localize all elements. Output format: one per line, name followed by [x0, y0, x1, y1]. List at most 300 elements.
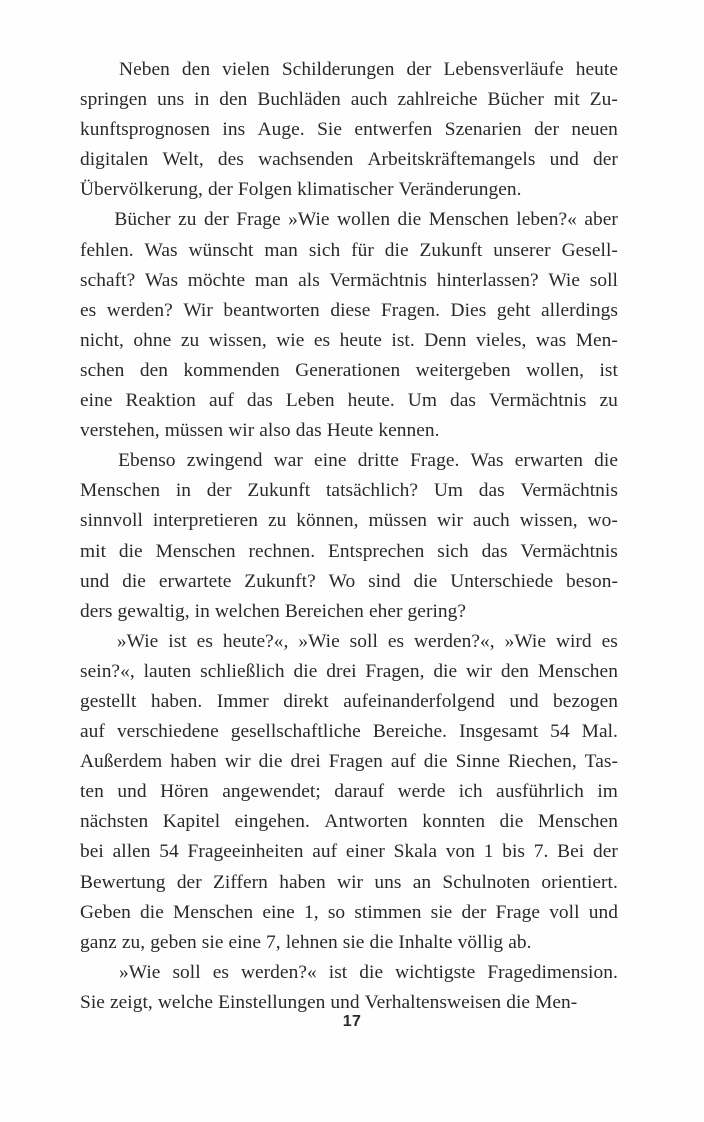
word: bezogen — [553, 690, 618, 712]
text-line — [80, 807, 618, 837]
word: digitalen — [80, 149, 149, 171]
word: der — [207, 179, 233, 201]
word: Fragen. — [380, 299, 441, 321]
word: soll — [349, 630, 378, 652]
word: die — [594, 450, 618, 472]
word: die — [369, 931, 394, 953]
word: und — [330, 991, 360, 1013]
word: beson- — [565, 570, 618, 592]
word: Wir — [183, 299, 213, 321]
word: wir — [228, 420, 255, 442]
word: weitergeben — [415, 359, 511, 381]
word: zwingend — [186, 450, 263, 472]
word: das — [478, 480, 505, 502]
word: die — [384, 239, 409, 261]
word: Sie — [80, 991, 105, 1013]
word: Mal. — [581, 721, 618, 743]
word: heute. — [347, 390, 395, 412]
text-line — [80, 868, 618, 898]
word: aber — [584, 209, 618, 231]
word: den — [181, 59, 211, 80]
paragraph — [80, 446, 618, 627]
word: soll — [172, 961, 201, 983]
word: Einstellungen — [218, 991, 326, 1013]
word: wir — [436, 510, 463, 532]
word: voll — [549, 901, 580, 923]
word: heute — [575, 59, 618, 80]
word: den — [500, 660, 529, 682]
word: tatsächlich? — [325, 480, 419, 502]
word: haben. — [150, 690, 203, 712]
word: Denn — [424, 329, 467, 351]
word: gesellschaftliche — [230, 721, 361, 743]
word: von — [445, 841, 475, 863]
word: Leben — [285, 390, 335, 412]
word: diese — [330, 299, 371, 321]
first-line-indent — [80, 627, 107, 657]
word: nicht, — [80, 329, 124, 351]
word: Insgesamt — [459, 721, 539, 743]
word: Frage — [236, 209, 281, 231]
word: sie — [342, 931, 365, 953]
word: ausführlich — [496, 781, 584, 803]
word: können, — [296, 510, 359, 532]
word: Geben — [80, 901, 131, 923]
word: erwarten — [514, 450, 583, 472]
word: Wie — [548, 269, 581, 291]
word: Buchläden — [257, 89, 341, 111]
word: der — [203, 209, 229, 231]
word: müssen — [164, 420, 224, 442]
word: es — [313, 329, 331, 351]
word: die — [359, 961, 384, 983]
paragraph — [80, 958, 618, 1018]
word: Veränderungen. — [398, 179, 522, 201]
word: haben — [170, 751, 217, 773]
word: ders — [80, 600, 113, 622]
word: interpretieren — [152, 510, 258, 532]
word: darauf — [334, 781, 385, 803]
word: des — [217, 149, 244, 171]
text-line — [80, 898, 618, 928]
word: Übervölkerung, — [80, 179, 203, 201]
word: Außerdem — [80, 751, 163, 773]
word: Generationen — [295, 359, 401, 381]
word: Bewertung — [80, 871, 166, 893]
word: völlig — [457, 931, 504, 953]
word: geht — [496, 299, 531, 321]
word: Zukunft — [247, 480, 311, 502]
word: müssen — [368, 510, 428, 532]
word: lauten — [143, 660, 192, 682]
word: einer — [345, 841, 385, 863]
word: Frageeinheiten — [187, 841, 304, 863]
word: ohne — [133, 329, 172, 351]
word: bis — [502, 841, 526, 863]
word: fehlen. — [80, 239, 134, 261]
word: uns — [374, 871, 402, 893]
word: Menschen — [428, 209, 509, 231]
word: die — [423, 751, 448, 773]
word: war — [273, 450, 303, 472]
word: Neben — [119, 59, 170, 80]
word: Fragedimension. — [487, 961, 618, 983]
word: Folgen — [237, 179, 293, 201]
word: man — [264, 239, 298, 261]
word: unserer — [493, 239, 551, 261]
word: zu — [599, 390, 618, 412]
word: Vermächtnis — [329, 269, 428, 291]
word: Bereiche. — [372, 721, 448, 743]
text-line — [80, 416, 618, 446]
word: auf — [80, 721, 105, 743]
word: hinterlassen? — [436, 269, 539, 291]
word: zu, — [121, 931, 146, 953]
word: gestellt — [80, 690, 137, 712]
word: für — [351, 239, 374, 261]
word: beantworten — [223, 299, 320, 321]
word: gering? — [407, 600, 467, 622]
word: Antworten — [324, 811, 408, 833]
word: den — [219, 89, 248, 111]
text-line — [80, 266, 618, 296]
word: wünscht — [188, 239, 254, 261]
word: kennen. — [378, 420, 440, 442]
word: die — [397, 209, 422, 231]
text-line — [80, 236, 618, 266]
word: eine — [314, 450, 347, 472]
word: Szenarien — [444, 119, 522, 141]
word: Bereichen — [284, 600, 364, 622]
word: der — [593, 149, 618, 171]
word: schließlich — [200, 660, 285, 682]
word: Dies — [450, 299, 487, 321]
word: welche — [157, 991, 214, 1013]
first-line-indent — [80, 55, 107, 85]
word: zu — [178, 209, 197, 231]
word: Verhaltensweisen — [364, 991, 502, 1013]
word: werden?«, — [414, 630, 495, 652]
text-line — [80, 958, 618, 988]
word: Entsprechen — [328, 540, 425, 562]
word: allerdings — [540, 299, 618, 321]
word: eine — [80, 390, 113, 412]
word: zeigt, — [109, 991, 153, 1013]
word: die — [293, 660, 318, 682]
word: sie — [430, 901, 453, 923]
word: Was — [144, 269, 179, 291]
word: als — [298, 269, 320, 291]
word: und — [509, 690, 539, 712]
word: der — [176, 871, 202, 893]
word: ganz — [80, 931, 117, 953]
word: es — [80, 299, 97, 321]
word: die — [499, 811, 524, 833]
word: Heute — [326, 420, 374, 442]
word: wird — [555, 630, 592, 652]
word: zu — [267, 510, 287, 532]
word: Zukunft? — [244, 570, 316, 592]
word: wir — [337, 871, 364, 893]
text-line — [80, 476, 618, 506]
word: an — [412, 871, 432, 893]
word: auf — [312, 841, 338, 863]
word: werden?« — [240, 961, 317, 983]
word: Riechen, — [507, 751, 577, 773]
word: Zukunft — [419, 239, 483, 261]
word: Vermächtnis — [520, 540, 618, 562]
word: die — [433, 660, 458, 682]
paragraph — [80, 55, 618, 205]
first-line-indent — [80, 205, 107, 235]
word: 7, — [266, 931, 281, 953]
text-line — [80, 777, 618, 807]
word: klimatischer — [297, 179, 394, 201]
word: sinnvoll — [80, 510, 143, 532]
word: wachsenden — [258, 149, 354, 171]
word: aufeinanderfolgend — [343, 690, 495, 712]
word: wollen — [336, 209, 391, 231]
first-line-indent — [80, 446, 107, 476]
word: Bücher — [114, 209, 171, 231]
word: die — [413, 570, 438, 592]
word: wissen, — [519, 510, 578, 532]
word: 7. — [533, 841, 549, 863]
word: ins — [222, 119, 246, 141]
word: »Wie — [504, 630, 547, 652]
first-line-indent — [80, 958, 107, 988]
word: und — [549, 149, 579, 171]
word: das — [295, 420, 322, 442]
word: Kapitel — [162, 811, 221, 833]
word: zu — [180, 329, 200, 351]
text-line — [80, 567, 618, 597]
word: heute?«, — [222, 630, 289, 652]
text-line — [80, 386, 618, 416]
word: Reaktion — [125, 390, 196, 412]
word: eingehen. — [234, 811, 310, 833]
text-line — [80, 717, 618, 747]
word: 1 — [483, 841, 494, 863]
word: leben?« — [516, 209, 577, 231]
word: Fragen, — [365, 660, 425, 682]
word: das — [449, 390, 476, 412]
paragraph — [80, 627, 618, 958]
word: Fragen — [328, 751, 383, 773]
word: Welt, — [162, 149, 204, 171]
text-line — [80, 537, 618, 567]
word: und — [588, 901, 618, 923]
word: sie — [201, 931, 224, 953]
word: vieles, — [475, 329, 527, 351]
word: Inhalte — [398, 931, 453, 953]
word: Was — [470, 450, 504, 472]
word: der — [593, 841, 618, 863]
word: springen — [80, 89, 148, 111]
word: möchte — [187, 269, 246, 291]
word: Um — [407, 390, 437, 412]
word: dritte — [357, 450, 399, 472]
word: es — [387, 630, 405, 652]
word: das — [481, 540, 508, 562]
word: Men- — [575, 329, 618, 351]
text-line — [80, 928, 618, 958]
word: »Wie — [298, 630, 340, 652]
word: geben — [150, 931, 197, 953]
text-line — [80, 205, 618, 235]
word: Menschen — [80, 480, 161, 502]
word: wichtigste — [395, 961, 476, 983]
word: was — [535, 329, 567, 351]
word: und — [80, 570, 110, 592]
word: konnten — [422, 811, 486, 833]
word: wollen, — [526, 359, 585, 381]
word: auf — [390, 751, 416, 773]
body-text-block — [80, 55, 618, 1018]
word: Gesell- — [561, 239, 618, 261]
text-line — [80, 597, 618, 627]
word: soll — [589, 269, 618, 291]
word: uns — [157, 89, 185, 111]
text-line — [80, 85, 618, 115]
word: Um — [433, 480, 464, 502]
text-line — [80, 446, 618, 476]
word: Sie — [317, 119, 343, 141]
word: eine — [228, 931, 262, 953]
word: ist. — [391, 329, 415, 351]
word: Ziffern — [213, 871, 268, 893]
text-line — [80, 687, 618, 717]
word: allen — [112, 841, 151, 863]
word: Was — [144, 239, 178, 261]
word: Menschen — [537, 660, 618, 682]
word: Menschen — [155, 540, 236, 562]
word: Sinne — [455, 751, 500, 773]
word: drei — [290, 751, 321, 773]
paragraph — [80, 205, 618, 446]
word: drei — [326, 660, 357, 682]
word: Frage — [495, 901, 541, 923]
word: Bei — [557, 841, 585, 863]
page-number: 17 — [342, 1013, 362, 1030]
word: so — [327, 901, 346, 923]
word: angewendet; — [222, 781, 321, 803]
word: Immer — [216, 690, 269, 712]
word: ich — [458, 781, 483, 803]
word: »Wie — [119, 961, 161, 983]
word: also — [259, 420, 291, 442]
word: haben — [279, 871, 326, 893]
word: gewaltig, — [117, 600, 190, 622]
word: kunftsprognosen — [80, 119, 211, 141]
word: es — [212, 961, 229, 983]
word: direkt — [283, 690, 329, 712]
word: orientiert. — [541, 871, 618, 893]
word: ist — [599, 359, 618, 381]
word: wir — [224, 751, 251, 773]
word: Ebenso — [118, 450, 176, 472]
word: in — [194, 600, 210, 622]
text-line — [80, 506, 618, 536]
word: verstehen, — [80, 420, 160, 442]
word: rechnen. — [248, 540, 316, 562]
word: 54 — [550, 721, 570, 743]
word: sich — [308, 239, 341, 261]
word: Wo — [328, 570, 356, 592]
word: Bücher — [487, 89, 544, 111]
word: erwartete — [158, 570, 232, 592]
word: die — [506, 991, 531, 1013]
word: sich — [437, 540, 469, 562]
word: Frage. — [410, 450, 460, 472]
word: heute — [339, 329, 382, 351]
word: Unterschiede — [450, 570, 554, 592]
text-line — [80, 326, 618, 356]
word: der — [206, 480, 232, 502]
text-line — [80, 145, 618, 175]
text-line — [80, 55, 618, 85]
word: vielen — [222, 59, 270, 80]
word: der — [461, 901, 487, 923]
word: es — [601, 630, 618, 652]
word: stimmen — [354, 901, 422, 923]
word: der — [406, 59, 432, 80]
word: auch — [350, 89, 388, 111]
word: Zu- — [589, 89, 618, 111]
word: Skala — [393, 841, 437, 863]
word: die — [122, 570, 146, 592]
text-line — [80, 627, 618, 657]
text-line — [80, 747, 618, 777]
text-line — [80, 356, 618, 386]
word: Hören — [160, 781, 209, 803]
word: bei — [80, 841, 104, 863]
word: zahlreiche — [397, 89, 478, 111]
word: schen — [80, 359, 125, 381]
word: ab. — [508, 931, 532, 953]
word: neuen — [571, 119, 618, 141]
word: Schilderungen — [281, 59, 395, 80]
word: mit — [80, 540, 107, 562]
word: verschiedene — [116, 721, 219, 743]
word: »Wie — [288, 209, 330, 231]
word: entwerfen — [354, 119, 433, 141]
text-line — [80, 115, 618, 145]
word: in — [194, 89, 210, 111]
word: eher — [368, 600, 403, 622]
word: ten — [80, 781, 104, 803]
word: ist — [328, 961, 348, 983]
word: in — [175, 480, 192, 502]
word: sein?«, — [80, 660, 135, 682]
word: es — [196, 630, 213, 652]
word: man — [254, 269, 289, 291]
word: mit — [553, 89, 580, 111]
word: wo- — [587, 510, 618, 532]
text-line — [80, 657, 618, 687]
word: wie — [276, 329, 305, 351]
word: wissen, — [208, 329, 267, 351]
word: auf — [208, 390, 234, 412]
text-line — [80, 175, 618, 205]
word: das — [246, 390, 273, 412]
word: sind — [368, 570, 401, 592]
word: die — [140, 901, 164, 923]
word: schaft? — [80, 269, 136, 291]
word: kommenden — [183, 359, 280, 381]
word: auch — [472, 510, 510, 532]
text-line — [80, 837, 618, 867]
